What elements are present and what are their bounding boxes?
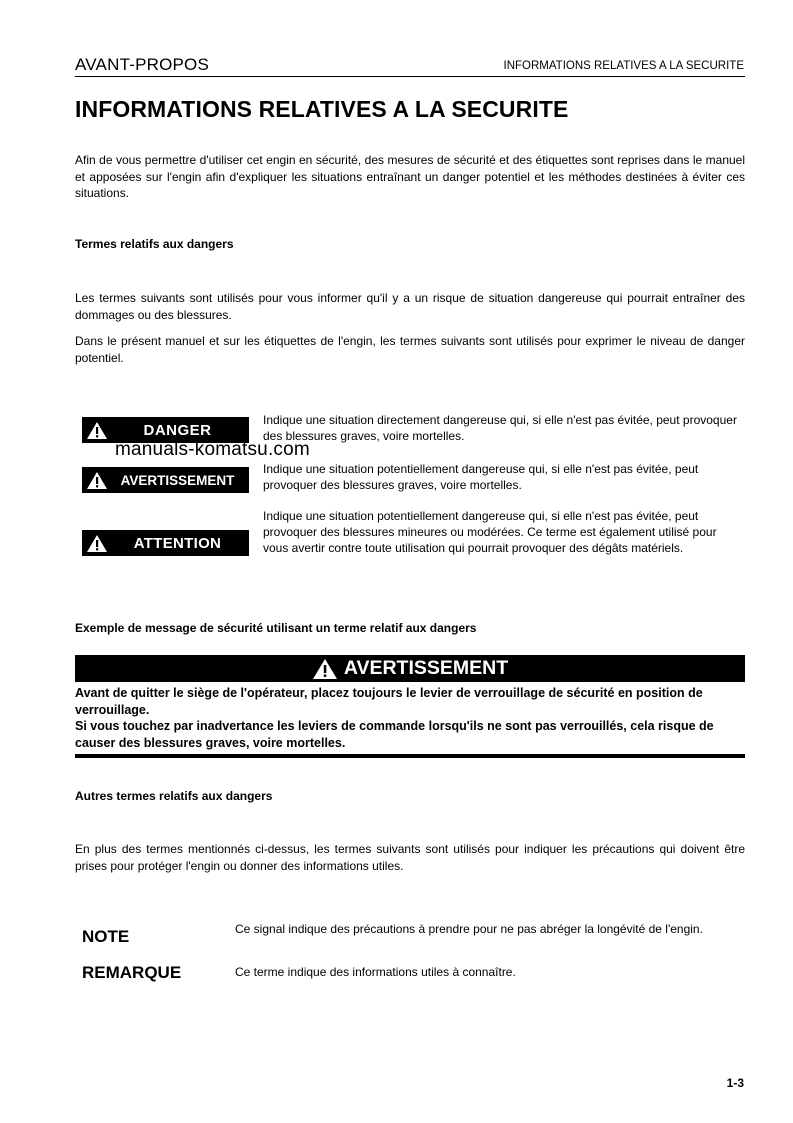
- hazard-terms-paragraph-2: Dans le présent manuel et sur les étiquettes de l'engin, les termes suivants sont utilisés pour exprimer le niveau de danger potentiel.: [75, 334, 745, 365]
- page-title: INFORMATIONS RELATIVES A LA SECURITE: [75, 96, 569, 122]
- remarque-description: Ce terme indique des informations utiles à connaître.: [235, 965, 516, 979]
- example-heading: Exemple de message de sécurité utilisant un terme relatif aux dangers: [75, 621, 477, 635]
- warning-triangle-icon: [82, 471, 112, 490]
- remarque-term: REMARQUE: [82, 963, 182, 982]
- avertissement-label-text: AVERTISSEMENT: [120, 472, 235, 488]
- example-warning-banner: [75, 655, 745, 682]
- page-number: 1-3: [726, 1076, 744, 1090]
- attention-description: Indique une situation potentiellement dangereuse qui, si elle n'est pas évitée, peut provoquer des blessures mineures ou modérées. Ce terme est également utilisé pour vous avertir contre toute utilisation qui pourrait provoquer des dégâts matériels.: [263, 509, 717, 555]
- avertissement-description: Indique une situation potentiellement dangereuse qui, si elle n'est pas évitée, peut provoquer des blessures graves, voire mortelles.: [263, 462, 699, 492]
- example-warning-text: [75, 685, 745, 751]
- danger-description: Indique une situation directement dangereuse qui, si elle n'est pas évitée, peut provoquer des blessures graves, voire mortelles.: [263, 413, 737, 443]
- watermark: manuals-komatsu.com: [115, 439, 310, 460]
- other-terms-heading: Autres termes relatifs aux dangers: [75, 789, 273, 803]
- warning-triangle-icon: [82, 534, 112, 553]
- intro-paragraph: Afin de vous permettre d'utiliser cet engin en sécurité, des mesures de sécurité et des étiquettes sont reprises dans le manuel et apposées sur l'engin afin d'expliquer les situations entraînant un danger potentiel et les méthodes destinées à éviter ces situations.: [75, 153, 745, 200]
- attention-label: [82, 530, 249, 556]
- warning-triangle-icon: [312, 658, 338, 680]
- example-warning-line-2: Si vous touchez par inadvertance les leviers de commande lorsqu'ils ne sont pas verrouillés, cela risque de causer des blessures graves, voire mortelles.: [75, 719, 714, 750]
- danger-label-text: DANGER: [143, 421, 212, 439]
- header-chapter: INFORMATIONS RELATIVES A LA SECURITE: [503, 60, 744, 72]
- header-section: AVANT-PROPOS: [75, 55, 210, 74]
- hazard-terms-heading: Termes relatifs aux dangers: [75, 237, 234, 251]
- attention-label-text: ATTENTION: [133, 534, 222, 552]
- example-warning-line-1: Avant de quitter le siège de l'opérateur, placez toujours le levier de verrouillage de sécurité en position de verrouillage.: [75, 686, 703, 717]
- note-term: NOTE: [82, 927, 130, 946]
- warning-triangle-icon: [82, 421, 112, 440]
- other-terms-paragraph: En plus des termes mentionnés ci-dessus, les termes suivants sont utilisés pour indiquer les précautions qui doivent être prises pour protéger l'engin ou donner des informations utiles.: [75, 842, 745, 873]
- header-divider: [75, 76, 745, 77]
- avertissement-label: [82, 467, 249, 493]
- example-bottom-rule: [75, 754, 745, 758]
- hazard-terms-paragraph-1: Les termes suivants sont utilisés pour vous informer qu'il y a un risque de situation dangereuse qui pourrait entraîner des dommages ou des blessures.: [75, 291, 745, 322]
- example-banner-text: AVERTISSEMENT: [343, 657, 509, 679]
- note-description: Ce signal indique des précautions à prendre pour ne pas abréger la longévité de l'engin.: [235, 922, 703, 936]
